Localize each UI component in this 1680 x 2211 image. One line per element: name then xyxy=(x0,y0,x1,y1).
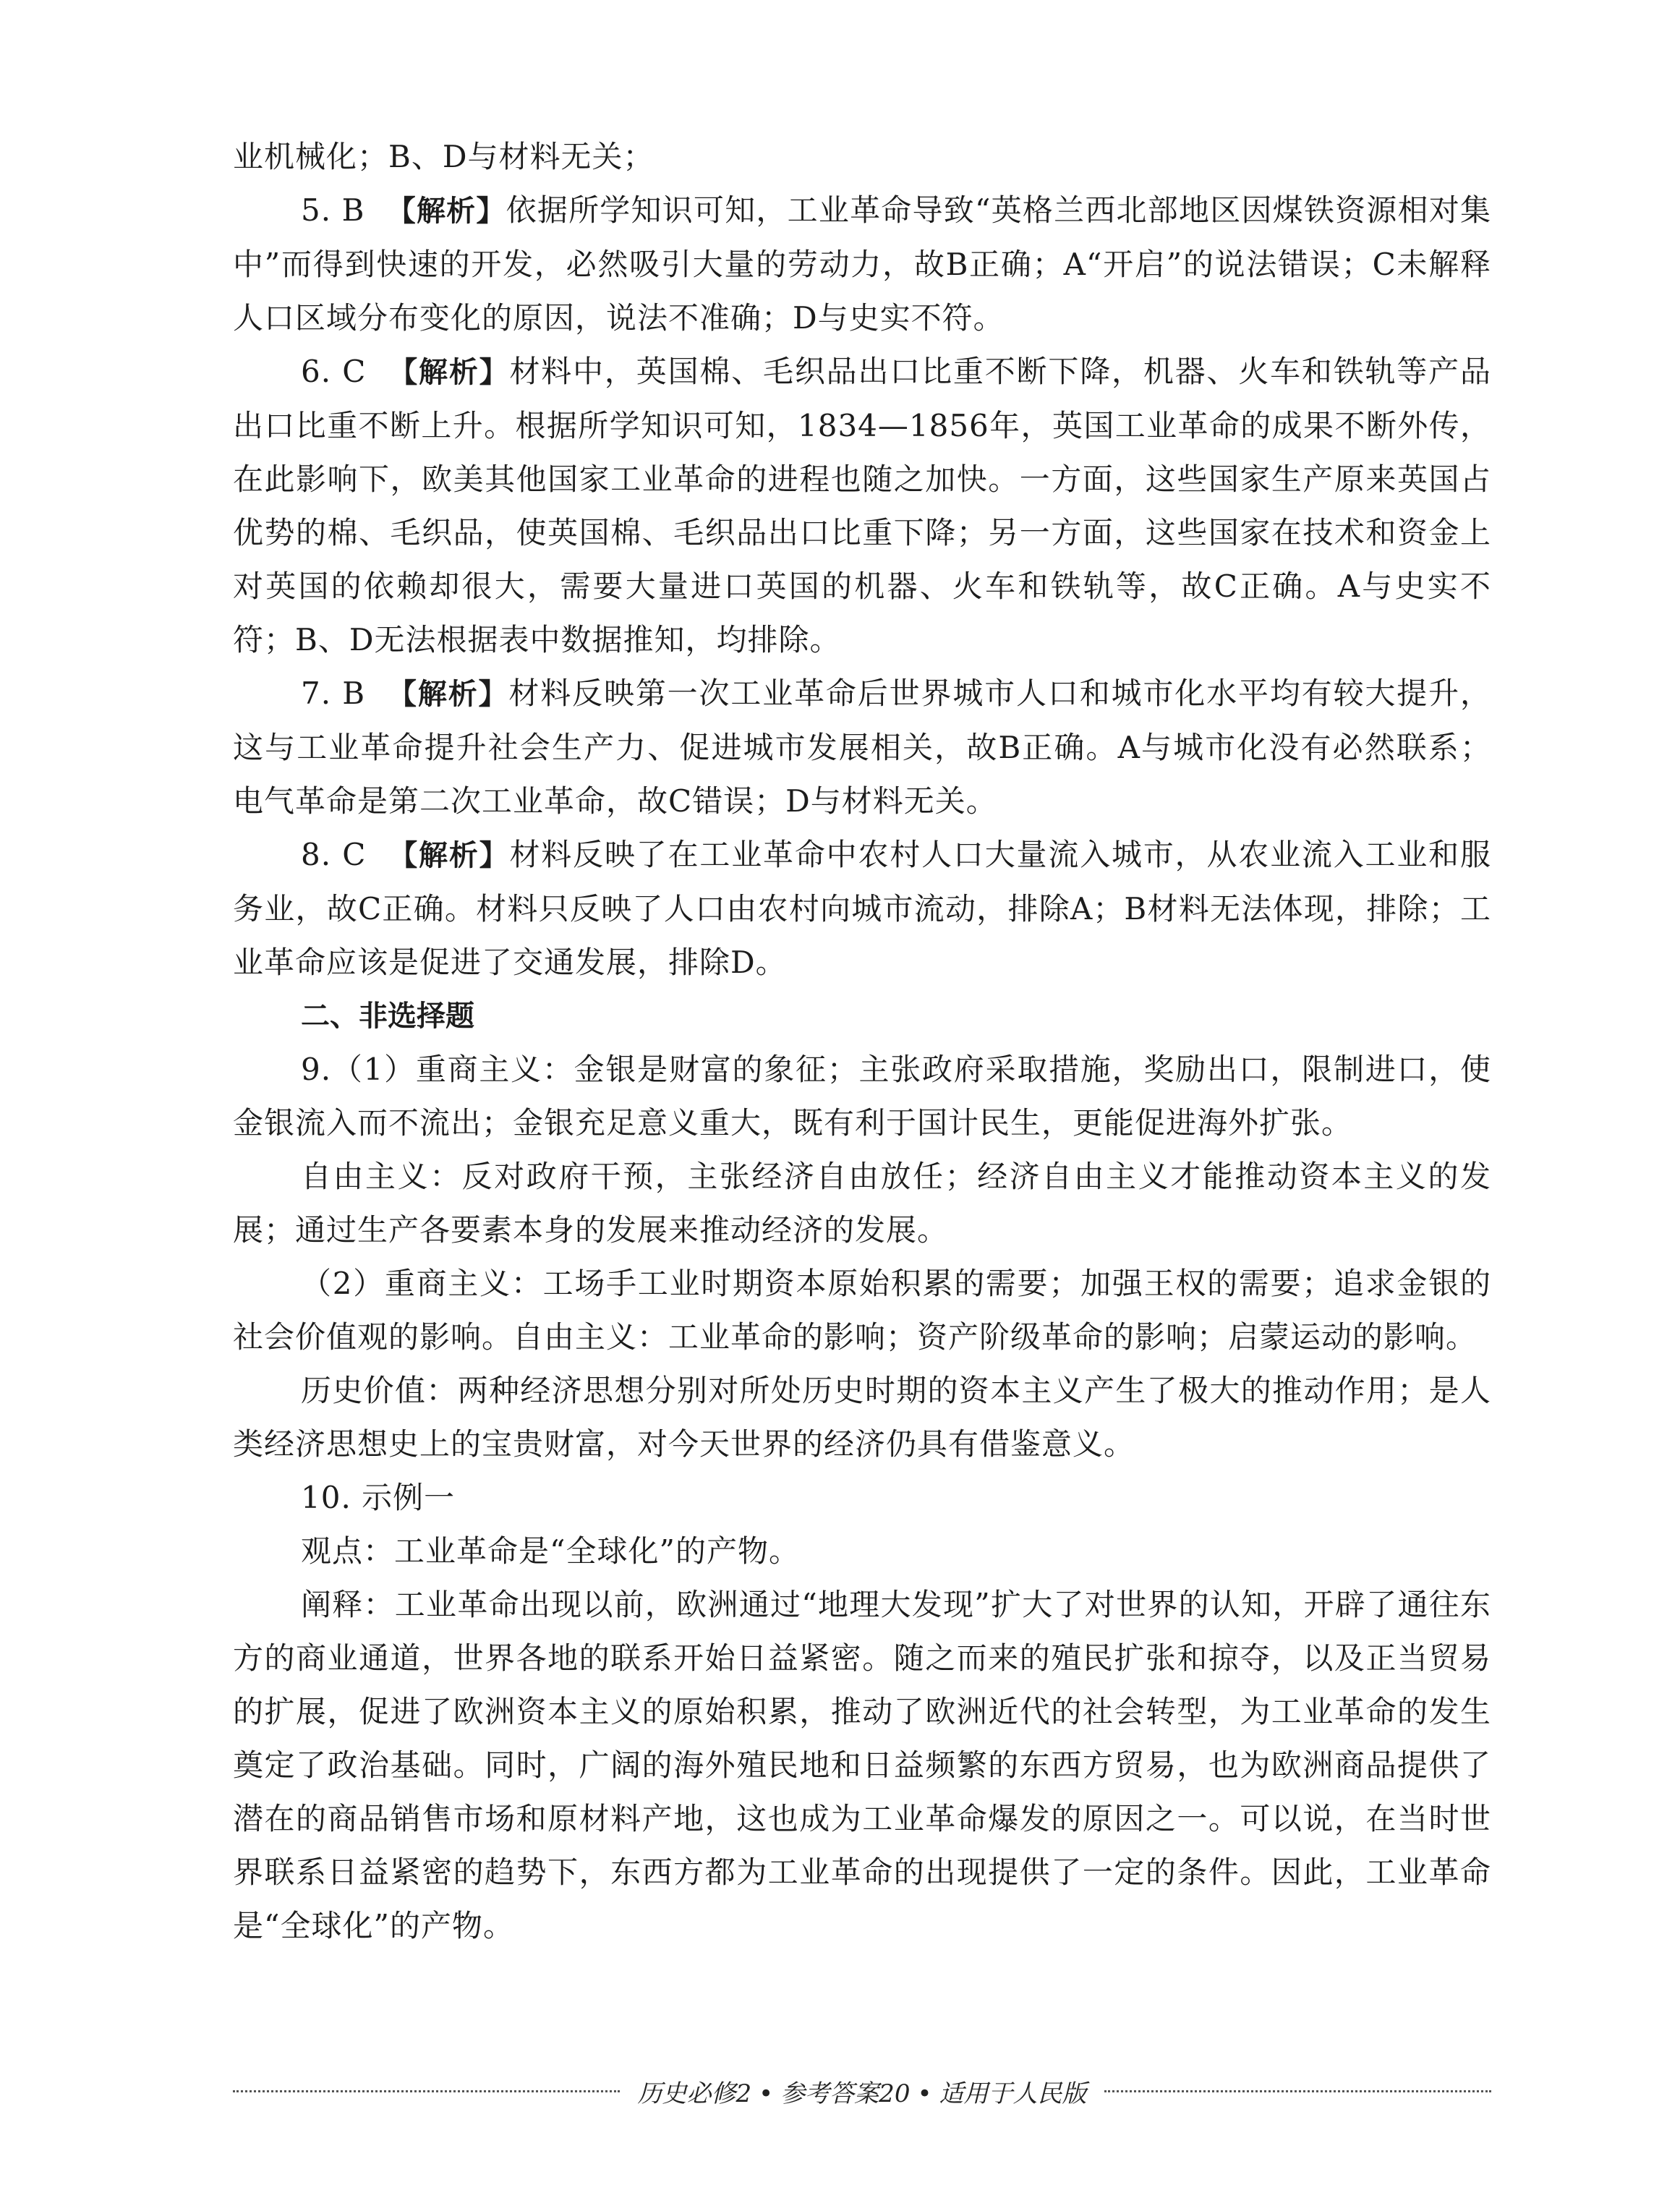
footer-separator: • xyxy=(917,2079,932,2108)
footer-edition: 适用于人民版 xyxy=(939,2079,1087,2108)
answer-5-number: 5. B xyxy=(301,192,365,228)
analysis-tag: 【解析】 xyxy=(386,195,506,228)
answer-8-number: 8. C xyxy=(301,837,367,872)
page-footer xyxy=(233,2073,1491,2109)
answer-8 xyxy=(233,828,1491,989)
section-heading-non-choice: 二、非选择题 xyxy=(301,1000,474,1033)
paragraph-continued: 业机械化；B、D与材料无关； xyxy=(233,139,654,174)
footer-book: 历史必修2 xyxy=(637,2079,752,2108)
footer-dotted-rule-left xyxy=(233,2090,620,2092)
answer-6-number: 6. C xyxy=(301,354,367,389)
analysis-tag: 【解析】 xyxy=(387,678,509,711)
analysis-tag: 【解析】 xyxy=(388,839,510,872)
footer-separator: • xyxy=(759,2079,774,2108)
answer-9-historical-value: 历史价值：两种经济思想分别对所处历史时期的资本主义产生了极大的推动作用；是人类经济思想史上的宝贵财富，对今天世界的经济仍具有借鉴意义。 xyxy=(233,1373,1491,1462)
answer-9-part-1: 9.（1）重商主义：金银是财富的象征；主张政府采取措施，奖励出口，限制进口，使金银流入而不流出；金银充足意义重大，既有利于国计民生，更能促进海外扩张。 xyxy=(233,1052,1491,1141)
answer-9-part-1-liberalism: 自由主义：反对政府干预，主张经济自由放任；经济自由主义才能推动资本主义的发展；通过生产各要素本身的发展来推动经济的发展。 xyxy=(233,1159,1491,1248)
analysis-tag: 【解析】 xyxy=(388,356,510,389)
answer-7-number: 7. B xyxy=(301,676,366,711)
answer-7-text: 材料反映第一次工业革命后世界城市人口和城市化水平均有较大提升，这与工业革命提升社会生产力、促进城市发展相关，故B正确。A与城市化没有必然联系；电气革命是第二次工业革命，故C错误；D与材料无关。 xyxy=(233,676,1491,819)
answer-10-example: 10. 示例一 xyxy=(301,1480,456,1515)
answer-9-part-2: （2）重商主义：工场手工业时期资本原始积累的需要；加强王权的需要；追求金银的社会价值观的影响。自由主义：工业革命的影响；资产阶级革命的影响；启蒙运动的影响。 xyxy=(233,1266,1491,1355)
answer-5-text: 依据所学知识可知，工业革命导致“英格兰西北部地区因煤铁资源相对集中”而得到快速的开发，必然吸引大量的劳动力，故B正确；A“开启”的说法错误；C未解释人口区域分布变化的原因，说法不准确；D与史实不符。 xyxy=(233,192,1492,336)
answer-5 xyxy=(233,184,1491,345)
answer-8-text: 材料反映了在工业革命中农村人口大量流入城市，从农业流入工业和服务业，故C正确。材料只反映了人口由农村向城市流动，排除A；B材料无法体现，排除；工业革命应该是促进了交通发展，排除D。 xyxy=(233,837,1492,980)
answer-10-explanation: 阐释：工业革命出现以前，欧洲通过“地理大发现”扩大了对世界的认知，开辟了通往东方的商业通道，世界各地的联系开始日益紧密。随之而来的殖民扩张和掠夺，以及正当贸易的扩展，促进了欧洲资本主义的原始积累，推动了欧洲近代的社会转型，为工业革命的发生奠定了政治基础。同时，广阔的海外殖民地和日益频繁的东西方贸易，也为欧洲商品提供了潜在的商品销售市场和原材料产地，这也成为工业革命爆发的原因之一。可以说，在当时世界联系日益紧密的趋势下，东西方都为工业革命的出现提供了一定的条件。因此，工业革命是“全球化”的产物。 xyxy=(233,1587,1491,1943)
footer-page-number: 参考答案20 xyxy=(780,2079,911,2108)
answer-page-content xyxy=(233,130,1491,1953)
footer-dotted-rule-right xyxy=(1104,2090,1491,2092)
answer-6 xyxy=(233,345,1491,667)
answer-7 xyxy=(233,667,1491,828)
answer-10-viewpoint: 观点：工业革命是“全球化”的产物。 xyxy=(301,1533,800,1569)
footer-label xyxy=(620,2074,1104,2109)
answer-6-text: 材料中，英国棉、毛织品出口比重不断下降，机器、火车和铁轨等产品出口比重不断上升。根据所学知识可知，1834—1856年，英国工业革命的成果不断外传，在此影响下，欧美其他国家工业革命的进程也随之加快。一方面，这些国家生产原来英国占优势的棉、毛织品，使英国棉、毛织品出口比重下降；另一方面，这些国家在技术和资金上对英国的依赖却很大，需要大量进口英国的机器、火车和铁轨等，故C正确。A与史实不符；B、D无法根据表中数据推知，均排除。 xyxy=(233,354,1492,657)
